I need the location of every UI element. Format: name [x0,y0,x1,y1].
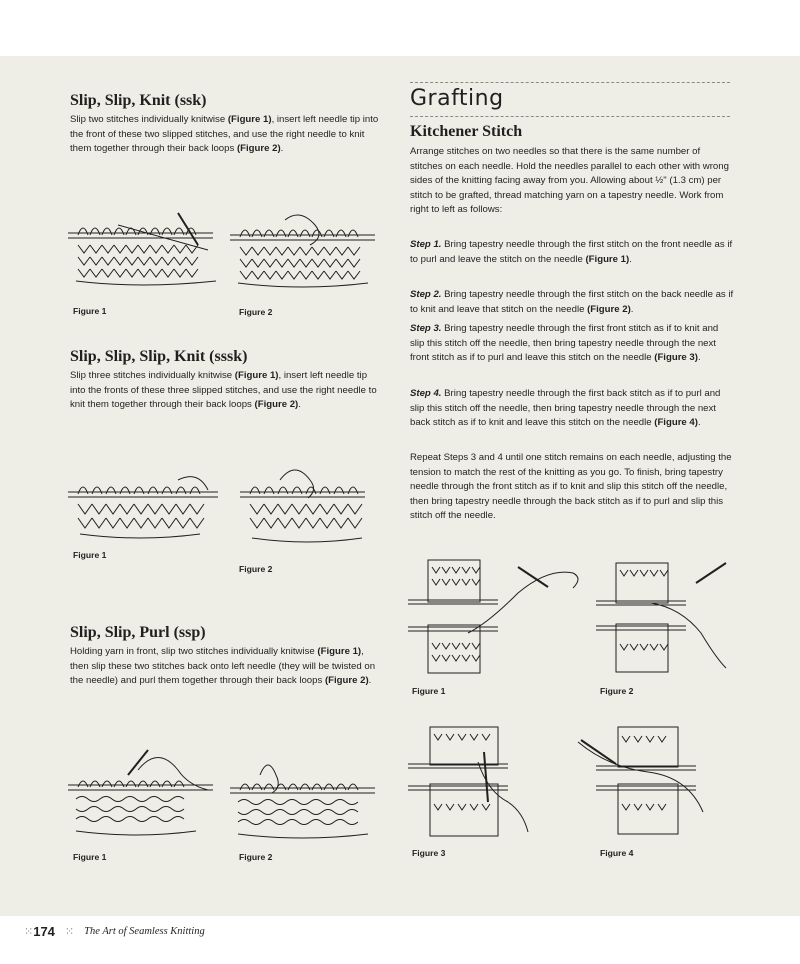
grafting-outro: Repeat Steps 3 and 4 until one stitch remains on each needle, adjusting the tension to match the rest of the knitting as you go. To finish, bring tapestry needle through the front stitch as if to knit and slip this stitch off the needle, then bring tapestry needle through the back stitch as if to purl and slip this stitch off the needle. [410,452,732,522]
sssk-figure-2-illustration [240,460,370,555]
ssk-figure-2-caption: Figure 2 [239,307,273,317]
sssk-figure-1-caption: Figure 1 [73,550,107,560]
grafting-figure-4-illustration [576,722,736,842]
ssp-paragraph: Holding yarn in front, slip two stitches individually knitwise (Figure 1), then slip these two stitches back onto left needle (they will be twisted on the needle) and purl them together through their back loops (Figure 2). [70,646,376,687]
ssk-figure-1-illustration [68,205,218,300]
ssp-figure-2-caption: Figure 2 [239,852,273,862]
kitchener-subheading: Kitchener Stitch [410,123,523,140]
step-2: Step 2. Bring tapestry needle through the first stitch on the back needle as if to knit and leave that stitch on the needle (Figure 2). [410,289,734,315]
step-4: Step 4. Bring tapestry needle through the first back stitch as if to purl and slip this stitch off the needle, then bring tapestry needle through the next back stitch as if to knit and leave this stitch on the needle (Figure 4). [410,388,721,429]
ssk-figure-1-caption: Figure 1 [73,306,107,316]
step-3: Step 3. Bring tapestry needle through the first front stitch as if to knit and slip this stitch off the needle, then bring tapestry needle through the next front stitch as if to purl and leave this stitch on the needle (Figure 3). [410,323,719,364]
page-number-ornament-left-icon: ⁙ [24,926,34,938]
sssk-figure-1-illustration [68,470,228,545]
grafting-figure-3-caption: Figure 3 [412,848,446,858]
step-1: Step 1. Bring tapestry needle through the first stitch on the front needle as if to purl and leave the stitch on the needle (Figure 1). [410,239,733,265]
ssk-paragraph: Slip two stitches individually knitwise (Figure 1), insert left needle tip into the front of these two slipped stitches, and use the right needle to knit them together through their back loops (Figure 2). [70,114,379,155]
sssk-heading: Slip, Slip, Slip, Knit (sssk) [70,348,248,365]
ssk-heading: Slip, Slip, Knit (ssk) [70,92,207,109]
page-number: 174 [33,924,55,939]
sssk-figure-2-caption: Figure 2 [239,564,273,574]
ssp-figure-2-illustration [230,750,380,845]
ssk-figure-2-illustration [230,205,380,300]
grafting-heading: Grafting [410,86,504,111]
page-footer [24,924,205,939]
grafting-figure-3-illustration [408,722,558,842]
grafting-figure-2-caption: Figure 2 [600,686,634,696]
ssp-heading: Slip, Slip, Purl (ssp) [70,624,206,641]
grafting-figure-1-illustration [408,555,588,680]
book-title: The Art of Seamless Knitting [84,926,205,937]
divider-under-title [410,116,730,117]
ssp-figure-1-illustration [68,745,218,840]
divider-top [410,82,730,83]
grafting-figure-4-caption: Figure 4 [600,848,634,858]
grafting-figure-1-caption: Figure 1 [412,686,446,696]
page-number-ornament-right-icon: ⁙ [64,926,75,938]
grafting-intro: Arrange stitches on two needles so that there is the same number of stitches on each needle. Hold the needles parallel to each other with wrong sides of the knitting facing away from you. Allowing about ½" (1.3 cm) per stitch to be grafted, thread matching yarn on a tapestry needle. Work from right to left as follows: [410,146,729,216]
ssp-figure-1-caption: Figure 1 [73,852,107,862]
grafting-figure-2-illustration [596,558,736,678]
sssk-paragraph: Slip three stitches individually knitwise (Figure 1), insert left needle tip into the fronts of these three slipped stitches, and use the right needle to knit them together through their back loops (Figure 2). [70,370,377,411]
